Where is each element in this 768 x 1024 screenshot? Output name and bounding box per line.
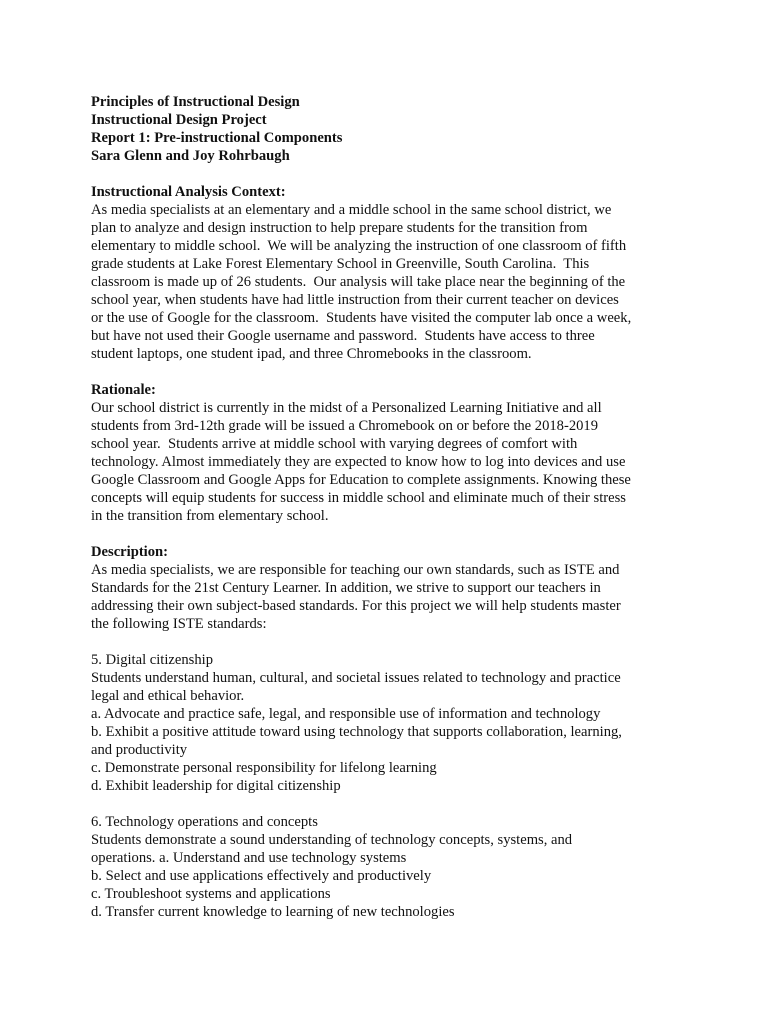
paragraph-line: school year, when students have had little instruction from their current teacher on devices — [91, 292, 619, 308]
authors: Sara Glenn and Joy Rohrbaugh — [91, 148, 290, 164]
report-title: Report 1: Pre-instructional Components — [91, 130, 343, 146]
spacer — [91, 165, 691, 183]
paragraph-line: or the use of Google for the classroom. Students have visited the computer lab once a week, — [91, 310, 632, 326]
standard-item: d. Transfer current knowledge to learning of new technologies — [91, 904, 455, 920]
rationale-heading: Rationale: — [91, 382, 156, 398]
paragraph-line: plan to analyze and design instruction to help prepare students for the transition from — [91, 220, 588, 236]
standard-item: b. Exhibit a positive attitude toward using technology that supports collaboration, learning, — [91, 724, 622, 740]
paragraph-line: school year. Students arrive at middle school with varying degrees of comfort with — [91, 436, 578, 452]
paragraph-line: in the transition from elementary school. — [91, 508, 329, 524]
spacer — [91, 525, 691, 543]
paragraph-line: classroom is made up of 26 students. Our analysis will take place near the beginning of the — [91, 274, 626, 290]
standard-5-title: 5. Digital citizenship — [91, 652, 213, 668]
paragraph-line: As media specialists, we are responsible for teaching our own standards, such as ISTE and — [91, 562, 620, 578]
description-section — [91, 543, 691, 633]
standard-line: legal and ethical behavior. — [91, 688, 245, 704]
standard-6-title: 6. Technology operations and concepts — [91, 814, 318, 830]
standard-6-section — [91, 813, 691, 921]
standard-item: and productivity — [91, 742, 188, 758]
standard-line: Students understand human, cultural, and societal issues related to technology and practice — [91, 670, 621, 686]
spacer — [91, 363, 691, 381]
paragraph-line: Google Classroom and Google Apps for Education to complete assignments. Knowing these — [91, 472, 631, 488]
context-heading: Instructional Analysis Context: — [91, 184, 286, 200]
paragraph-line: but have not used their Google username and password. Students have access to three — [91, 328, 595, 344]
paragraph-line: technology. Almost immediately they are expected to know how to log into devices and use — [91, 454, 626, 470]
paragraph-line: As media specialists at an elementary and a middle school in the same school district, we — [91, 202, 612, 218]
document-header — [91, 93, 691, 165]
paragraph-line: elementary to middle school. We will be analyzing the instruction of one classroom of fifth — [91, 238, 627, 254]
spacer — [91, 795, 691, 813]
project-title: Instructional Design Project — [91, 112, 267, 128]
standard-item: operations. a. Understand and use technology systems — [91, 850, 407, 866]
standard-item: b. Select and use applications effectively and productively — [91, 868, 432, 884]
paragraph-line: Our school district is currently in the midst of a Personalized Learning Initiative and all — [91, 400, 602, 416]
standard-item: c. Demonstrate personal responsibility for lifelong learning — [91, 760, 437, 776]
document-page — [91, 93, 691, 921]
paragraph-line: grade students at Lake Forest Elementary School in Greenville, South Carolina. This — [91, 256, 590, 272]
spacer — [91, 633, 691, 651]
standard-5-section — [91, 651, 691, 795]
standard-line: Students demonstrate a sound understanding of technology concepts, systems, and — [91, 832, 573, 848]
description-heading: Description: — [91, 544, 169, 560]
paragraph-line: students from 3rd-12th grade will be issued a Chromebook on or before the 2018-2019 — [91, 418, 599, 434]
paragraph-line: student laptops, one student ipad, and three Chromebooks in the classroom. — [91, 346, 532, 362]
paragraph-line: concepts will equip students for success in middle school and eliminate much of their stress — [91, 490, 626, 506]
rationale-section — [91, 381, 691, 525]
context-section — [91, 183, 691, 363]
paragraph-line: addressing their own subject-based standards. For this project we will help students master — [91, 598, 621, 614]
paragraph-line: the following ISTE standards: — [91, 616, 267, 632]
course-title: Principles of Instructional Design — [91, 94, 300, 110]
standard-item: c. Troubleshoot systems and applications — [91, 886, 331, 902]
standard-item: d. Exhibit leadership for digital citizenship — [91, 778, 341, 794]
standard-item: a. Advocate and practice safe, legal, and responsible use of information and technology — [91, 706, 601, 722]
paragraph-line: Standards for the 21st Century Learner. In addition, we strive to support our teachers in — [91, 580, 601, 596]
